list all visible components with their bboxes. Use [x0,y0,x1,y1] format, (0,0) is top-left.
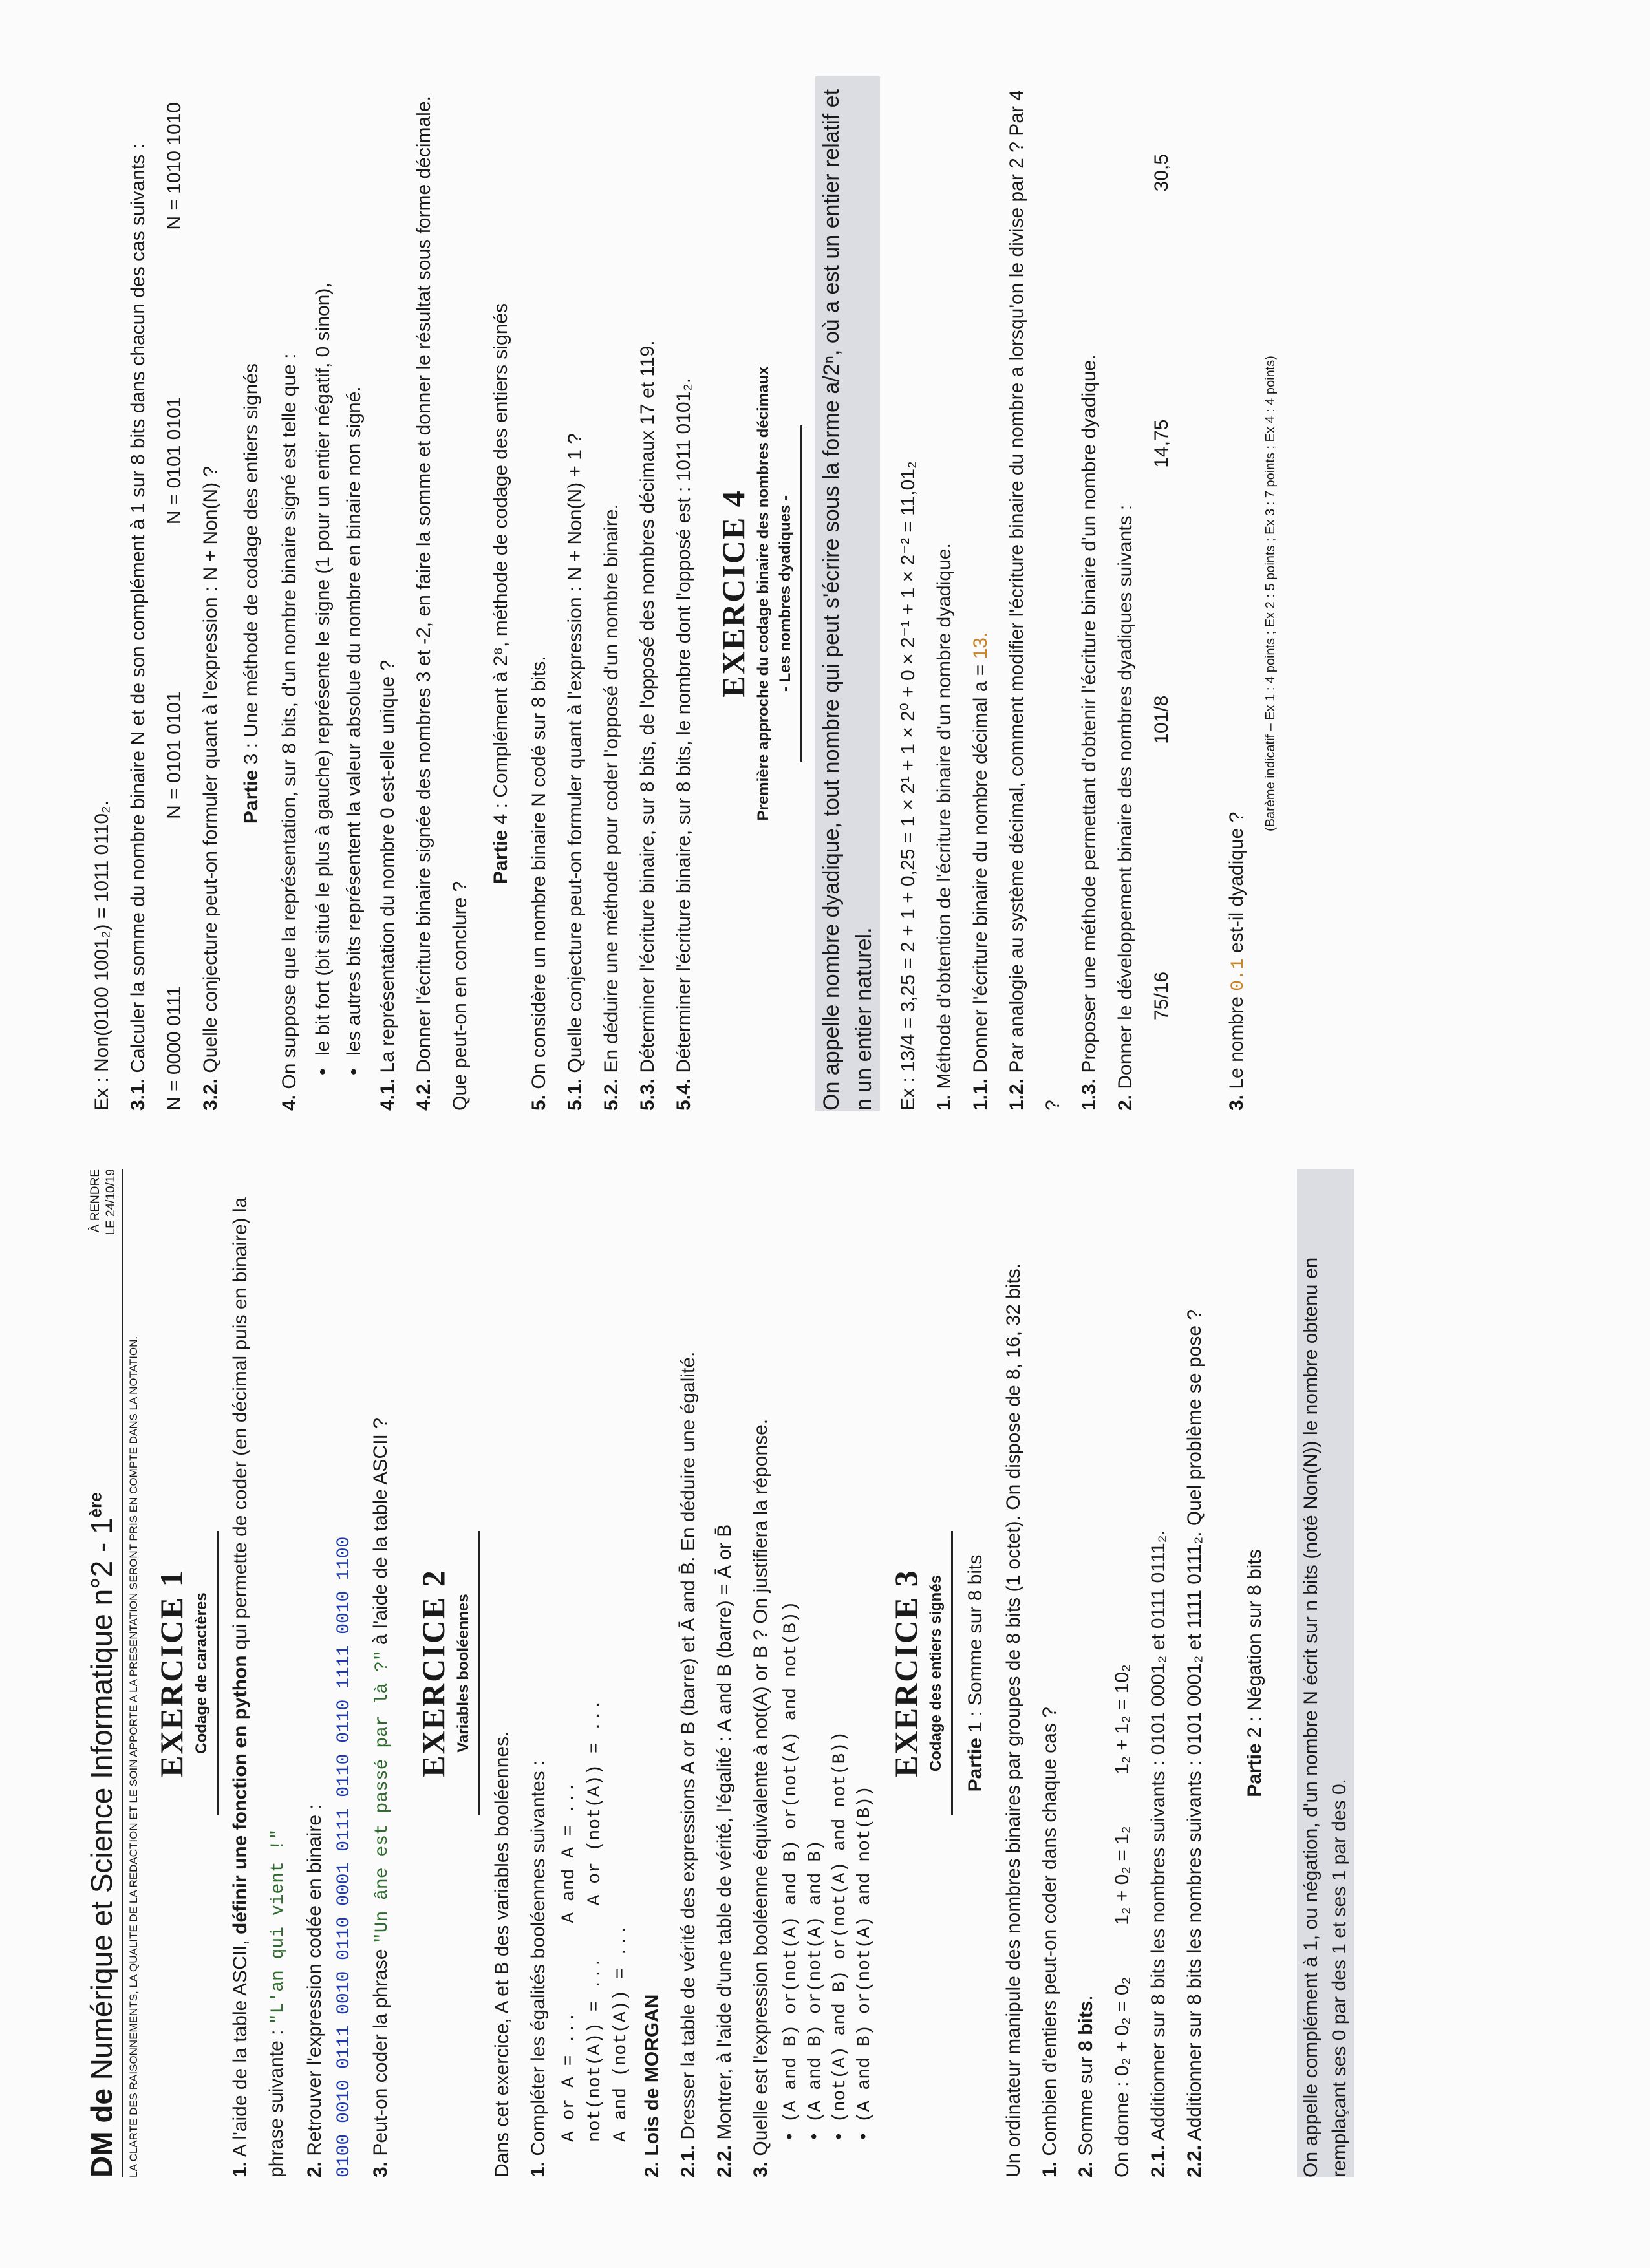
ex3-q2: 2. Somme sur 8 bits. [1075,1995,1097,2177]
dyadic-number: 14,75 [1151,419,1172,468]
right-column [84,76,1291,1111]
n-value: N = 0101 0101 [164,396,185,525]
ex3-q52: 5.2. En déduire une méthode pour coder l'opposé d'un nombre binaire. [601,504,622,1111]
bullet-item: • le bit fort (bit situé le plus à gauche) représente le signe (1 pour un entier négatif, 0 sinon), [308,76,339,1075]
bullet-item: • les autres bits représentent la valeur absolue du nombre en binaire non signé. [339,76,370,1075]
option-4[interactable]: • (A and B) or(not(A) and not(B)) [853,1169,877,2142]
ex4-q11: 1.1. Donner l'écriture binaire du nombre décimal a = 13. [970,632,991,1111]
dyadic-number: 75/16 [1151,971,1172,1020]
ex2-q22: 2.2. Montrer, à l'aide d'une table de vérité, l'égalité : A and B (barre) = Ā or B̄ [714,1524,735,2177]
ex3-q4: 4. On suppose que la représentation, sur 8 bits, d'un nombre binaire signé est telle que : [279,353,300,1111]
option-3[interactable]: • (not(A) and B) or(not(A) and not(B)) [828,1169,853,2142]
title-sup: ère [85,1492,105,1518]
ex3-q1: 1. Combien d'entiers peut-on coder dans chaque cas ? [1039,1707,1060,2177]
title-text [84,1492,119,2177]
ex2-q3: 3. Quelle est l'expression booléenne équivalente à not(A) or B ? On justifiera la réponse. [750,1418,771,2177]
option-2[interactable]: • (A and B) or(not(A) and B) [804,1169,828,2142]
ex3-example: Ex : Non(0100 1001₂) = 1011 0110₂. [91,800,112,1111]
n-value: N = 0000 0111 [164,985,185,1111]
ex3-intro: Un ordinateur manipule des nombres binaires par groupes de 8 bits (1 octet). On dispose de 8, 16, 32 bits. [1003,1263,1024,2177]
eq-row-3: A and (not(A)) = ... [611,1924,631,2142]
ex1-q2: 2. Retrouver l'expression codée en binaire : [304,1804,325,2177]
ex3-q21: 2.1. Additionner sur 8 bits les nombres suivants : 0101 0001₂ et 0111 0111₂. [1148,1530,1169,2177]
ex2-equalities [557,1169,634,2177]
divider [217,1531,219,1815]
ex4-title: EXERCICE 4 [715,489,751,698]
ex3-q53: 5.3. Déterminer l'écriture binaire, sur 8 bits, de l'opposé des nombres décimaux 17 et 119. [637,340,658,1111]
dyadic-definition: On appelle nombre dyadique, tout nombre qui peut s'écrire sous la forme a/2ⁿ, où a est un entier relatif et n un entier naturel. [815,76,880,1111]
eq-row-1: A or A = ... A and A = ... [559,1782,579,2142]
due-date [88,1169,119,1235]
ex4-q2: 2. Donner le développement binaire des nombres dyadiques suivants : [1115,504,1136,1111]
due-label: À RENDRE [89,1169,102,1233]
ex3-part2: Partie 2 : Négation sur 8 bits [1244,1549,1265,1797]
ex4-q1: 1. Méthode d'obtention de l'écriture binaire d'un nombre dyadique. [934,543,955,1111]
n-values-row [156,76,193,1111]
ex3-q51: 5.1. Quelle conjecture peut-on formuler quant à l'expression : N + Non(N) + 1 ? [564,433,586,1111]
title-main: Numérique et Science Informatique n°2 - 1 [85,1517,118,2081]
ex2-title: EXERCICE 2 [415,1569,451,1777]
ex3-q5: 5. On considère un nombre binaire N codé sur 8 bits. [528,656,550,1111]
n-value: N = 0101 0101 [164,691,185,819]
divider [478,1531,480,1815]
dyadic-number: 101/8 [1151,695,1172,744]
ex1-q1: 1. A l'aide de la table ASCII, définir une fonction en python qui permette de coder (en décimal puis en binaire) la phrase suivante : "L'an qui vient !" [230,1197,288,2177]
dyadic-number: 30,5 [1151,154,1172,192]
ex2-lois: 2. Lois de MORGAN [641,1994,663,2177]
ex3-part3: Partie 3 : Une méthode de codage des entiers signés [241,363,262,824]
ex2-options [779,1169,877,2177]
ex3-subtitle: Codage des entiers signés [927,1574,945,1772]
ex1-subtitle: Codage de caractères [193,1592,210,1754]
ex4-q3: 3. Le nombre 0.1 est-il dyadique ? [1226,811,1248,1111]
ex3-q32: 3.2. Quelle conjecture peut-on formuler quant à l'expression : N + Non(N) ? [200,465,221,1111]
ex4-subtitle-2: - Les nombres dyadiques - [777,495,794,692]
option-1[interactable]: • (A and B) or(not(A) and B) or(not(A) and not(B)) [779,1169,804,2142]
document-title [84,1169,123,2177]
grading-scale: (Barème indicatif – Ex 1 : 4 points ; Ex 2 : 5 points ; Ex 3 : 7 points ; Ex 4 : 4 points) [1263,356,1278,831]
ex2-subtitle: Variables booléennes [455,1594,472,1753]
ex2-q21: 2.1. Dresser la table de vérité des expressions A or B (barre) et Ā and B̄. En déduire une égalité. [678,1351,699,2177]
divider [800,425,802,762]
ex3-q42: 4.2. Donner l'écriture binaire signée des nombres 3 et -2, en faire la somme et donner le résultat sous forme décimale. Que peut-on en conclure ? [413,96,471,1111]
ex3-q54: 5.4. Déterminer l'écriture binaire, sur 8 bits, le nombre dont l'opposé est : 1011 0101₂. [673,378,694,1111]
due-value: LE 24/10/19 [104,1169,118,1236]
ex2-intro: Dans cet exercice, A et B des variables booléennes. [491,1731,513,2177]
ex4-q12: 1.2. Par analogie au système décimal, comment modifier l'écriture binaire du nombre a lorsqu'on le divise par 2 ? Par 4 ? [1006,90,1064,1111]
ex2-q1: 1. Compléter les égalités booléennes suivantes : [528,1760,549,2177]
ex1-q3: 3. Peut-on coder la phrase "Un âne est passé par là ?" à l'aide de la table ASCII ? [370,1418,392,2177]
dyadic-numbers [1144,76,1180,1111]
eq-row-2: not(not(A)) = ...A or (not(A)) = ... [585,1699,605,2142]
ex3-title: EXERCICE 3 [888,1569,924,1777]
ex3-part1: Partie 1 : Somme sur 8 bits [965,1554,986,1792]
ex3-bullets [308,76,370,1111]
ex3-part4: Partie 4 : Complément à 2⁸, méthode de codage des entiers signés [490,303,511,884]
n-value: N = 1010 1010 [164,102,185,230]
title-prefix: DM de [85,2080,118,2177]
negation-definition: On appelle complément à 1, ou négation, d'un nombre N écrit sur n bits (noté Non(N)) le nombre obtenu en remplaçant ses 0 par des 1 et ses 1 par des 0. [1297,1169,1354,2177]
ex3-q22: 2.2. Additionner sur 8 bits les nombres suivants : 0101 0001₂ et 1111 0111₂. Quel problème se pose ? [1184,1309,1205,2177]
ex4-q13: 1.3. Proposer une méthode permettant d'obtenir l'écriture binaire d'un nombre dyadique. [1078,354,1100,1111]
ex1-title: EXERCICE 1 [153,1569,189,1777]
ex3-q41: 4.1. La représentation du nombre 0 est-elle unique ? [377,659,398,1111]
ex4-subtitle-1: Première approche du codage binaire des nombres décimaux [755,366,772,821]
left-column [84,1169,1354,2177]
ex4-example: Ex : 13/4 = 3,25 = 2 + 1 + 0,25 = 1 × 2¹ + 1 × 2⁰ + 0 × 2⁻¹ + 1 × 2⁻² = 11,01₂ [897,461,919,1111]
ex1-q2-code: 0100 0010 0111 0010 0110 0001 0111 0110 0110 1111 0010 1100 [334,1536,354,2177]
presentation-note: LA CLARTE DES RAISONNEMENTS, LA QUALITE DE LA REDACTION ET LE SOIN APPORTE A LA PRESENTATION SERONT PRIS EN COMPTE DANS LA NOTATION. [127,1336,140,2177]
divider [951,1531,953,1815]
ex3-q31: 3.1. Calculer la somme du nombre binaire N et de son complément à 1 sur 8 bits dans chacun des cas suivants : [127,144,149,1111]
ex3-given: On donne : 0₂ + 0₂ = 0₂1₂ + 0₂ = 1₂1₂ + 1₂ = 10₂ [1111,1664,1133,2177]
